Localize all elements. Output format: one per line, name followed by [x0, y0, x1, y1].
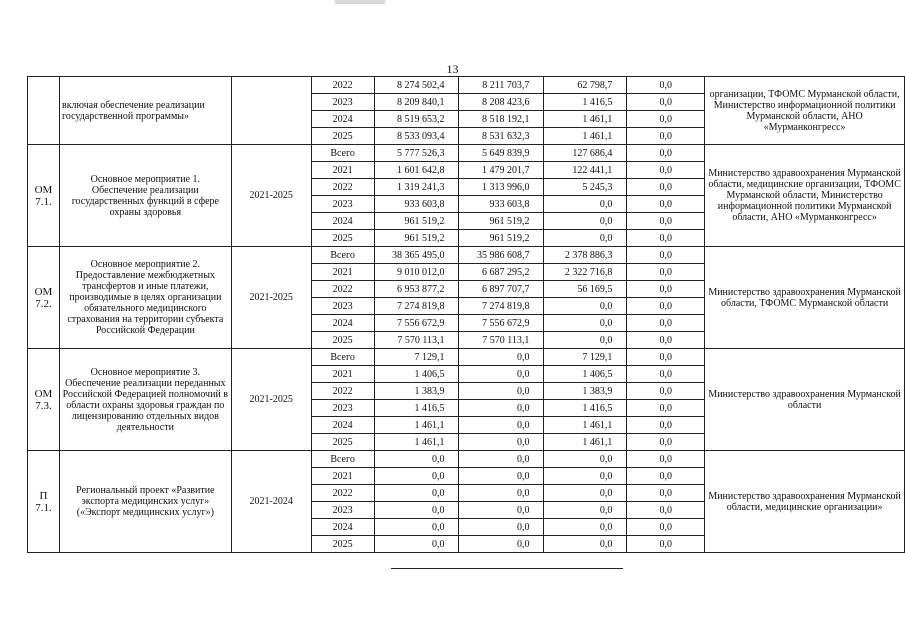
funding-cell: 0,0	[459, 383, 544, 400]
year-cell: Всего	[311, 451, 374, 468]
year-cell: 2022	[311, 383, 374, 400]
funding-cell: 0,0	[544, 315, 627, 332]
funding-cell: 8 208 423,6	[459, 94, 544, 111]
code-cell: П 7.1.	[28, 451, 60, 553]
funding-cell: 6 897 707,7	[459, 281, 544, 298]
total-cell: 5 777 526,3	[374, 145, 459, 162]
funding-cell: 0,0	[627, 111, 705, 128]
year-cell: 2025	[311, 536, 374, 553]
description-cell: Основное мероприятие 2. Предоставление межбюджетных трансфертов и иные платежи, производимые в целях организации обязательного медицинского страхования на территории субъекта Российской Федерации	[59, 247, 231, 349]
total-cell: 6 953 877,2	[374, 281, 459, 298]
total-cell: 961 519,2	[374, 213, 459, 230]
funding-cell: 8 518 192,1	[459, 111, 544, 128]
end-of-document-rule	[391, 568, 623, 569]
year-cell: 2021	[311, 264, 374, 281]
total-cell: 7 556 672,9	[374, 315, 459, 332]
funding-cell: 0,0	[544, 298, 627, 315]
executors-cell: Министерство здравоохранения Мурманской области, ТФОМС Мурманской области	[705, 247, 905, 349]
year-cell: 2025	[311, 230, 374, 247]
code-cell: ОМ 7.1.	[28, 145, 60, 247]
year-cell: 2024	[311, 315, 374, 332]
year-cell: 2023	[311, 196, 374, 213]
funding-cell: 7 570 113,1	[459, 332, 544, 349]
total-cell: 961 519,2	[374, 230, 459, 247]
year-cell: 2021	[311, 366, 374, 383]
total-cell: 0,0	[374, 502, 459, 519]
funding-cell: 0,0	[459, 366, 544, 383]
total-cell: 9 010 012,0	[374, 264, 459, 281]
funding-cell: 0,0	[627, 196, 705, 213]
executors-cell: Министерство здравоохранения Мурманской области, медицинские организации»	[705, 451, 905, 553]
funding-cell: 5 649 839,9	[459, 145, 544, 162]
funding-cell: 1 461,1	[544, 434, 627, 451]
table-body	[28, 77, 905, 553]
funding-cell: 0,0	[627, 383, 705, 400]
funding-cell: 127 686,4	[544, 145, 627, 162]
year-cell: 2021	[311, 162, 374, 179]
year-cell: 2021	[311, 468, 374, 485]
funding-cell: 0,0	[544, 485, 627, 502]
total-cell: 8 274 502,4	[374, 77, 459, 94]
funding-cell: 0,0	[627, 230, 705, 247]
funding-cell: 5 245,3	[544, 179, 627, 196]
description-cell: Основное мероприятие 3. Обеспечение реализации переданных Российской Федерацией полномочий в области охраны здоровья граждан по лицензированию отдельных видов деятельности	[59, 349, 231, 451]
funding-cell: 0,0	[627, 400, 705, 417]
funding-cell: 35 986 608,7	[459, 247, 544, 264]
funding-cell: 0,0	[544, 196, 627, 213]
total-cell: 8 519 653,2	[374, 111, 459, 128]
funding-cell: 1 461,1	[544, 111, 627, 128]
year-cell: 2024	[311, 111, 374, 128]
funding-cell: 7 129,1	[544, 349, 627, 366]
year-cell: 2022	[311, 485, 374, 502]
executors-cell: Министерство здравоохранения Мурманской области, медицинские организации, ТФОМС Мурманской области, Министерство информационной политики Мурманской области, АНО «Мурманконгресс»	[705, 145, 905, 247]
funding-cell: 0,0	[544, 332, 627, 349]
total-cell: 1 461,1	[374, 417, 459, 434]
total-cell: 1 406,5	[374, 366, 459, 383]
funding-cell: 0,0	[627, 247, 705, 264]
total-cell: 7 274 819,8	[374, 298, 459, 315]
funding-cell: 961 519,2	[459, 230, 544, 247]
funding-cell: 0,0	[627, 281, 705, 298]
funding-cell: 0,0	[627, 77, 705, 94]
funding-cell: 8 211 703,7	[459, 77, 544, 94]
year-cell: 2025	[311, 332, 374, 349]
total-cell: 1 461,1	[374, 434, 459, 451]
code-cell: ОМ 7.3.	[28, 349, 60, 451]
year-cell: Всего	[311, 145, 374, 162]
funding-cell: 0,0	[459, 451, 544, 468]
total-cell: 933 603,8	[374, 196, 459, 213]
total-cell: 38 365 495,0	[374, 247, 459, 264]
funding-cell: 0,0	[627, 349, 705, 366]
table-row	[28, 145, 905, 162]
funding-cell: 1 461,1	[544, 417, 627, 434]
funding-cell: 1 416,5	[544, 400, 627, 417]
funding-cell: 56 169,5	[544, 281, 627, 298]
page-number: 13	[446, 62, 459, 76]
funding-cell: 1 461,1	[544, 128, 627, 145]
funding-cell: 0,0	[627, 94, 705, 111]
year-cell: 2023	[311, 94, 374, 111]
funding-cell: 1 479 201,7	[459, 162, 544, 179]
funding-cell: 62 798,7	[544, 77, 627, 94]
total-cell: 0,0	[374, 536, 459, 553]
year-cell: 2022	[311, 77, 374, 94]
funding-cell: 7 274 819,8	[459, 298, 544, 315]
funding-cell: 0,0	[627, 162, 705, 179]
executors-cell: Министерство здравоохранения Мурманской области	[705, 349, 905, 451]
funding-cell: 1 313 996,0	[459, 179, 544, 196]
funding-cell: 0,0	[627, 366, 705, 383]
funding-cell: 0,0	[544, 230, 627, 247]
funding-cell: 0,0	[627, 451, 705, 468]
scan-artifact	[335, 0, 385, 4]
funding-cell: 0,0	[459, 400, 544, 417]
total-cell: 0,0	[374, 519, 459, 536]
table-row	[28, 349, 905, 366]
code-cell: ОМ 7.2.	[28, 247, 60, 349]
table-row	[28, 77, 905, 94]
funding-cell: 6 687 295,2	[459, 264, 544, 281]
funding-cell: 0,0	[627, 502, 705, 519]
executors-cell: организации, ТФОМС Мурманской области, Министерство информационной политики Мурманской области, АНО «Мурманконгресс»	[705, 77, 905, 145]
total-cell: 1 383,9	[374, 383, 459, 400]
table-row	[28, 247, 905, 264]
total-cell: 8 209 840,1	[374, 94, 459, 111]
total-cell: 0,0	[374, 468, 459, 485]
funding-cell: 0,0	[627, 213, 705, 230]
year-cell: 2022	[311, 281, 374, 298]
period-cell: 2021-2025	[231, 145, 311, 247]
funding-cell: 0,0	[627, 315, 705, 332]
funding-cell: 7 556 672,9	[459, 315, 544, 332]
funding-cell: 1 406,5	[544, 366, 627, 383]
funding-cell: 0,0	[627, 536, 705, 553]
period-cell	[231, 77, 311, 145]
description-cell: включая обеспечение реализации государственной программы»	[59, 77, 231, 145]
funding-cell: 8 531 632,3	[459, 128, 544, 145]
total-cell: 1 416,5	[374, 400, 459, 417]
funding-cell: 0,0	[544, 468, 627, 485]
funding-cell: 0,0	[544, 536, 627, 553]
period-cell: 2021-2025	[231, 247, 311, 349]
funding-cell: 0,0	[627, 468, 705, 485]
funding-cell: 0,0	[544, 451, 627, 468]
year-cell: 2025	[311, 128, 374, 145]
funding-cell: 0,0	[627, 145, 705, 162]
funding-cell: 0,0	[544, 213, 627, 230]
funding-cell: 0,0	[544, 502, 627, 519]
funding-cell: 1 416,5	[544, 94, 627, 111]
total-cell: 7 129,1	[374, 349, 459, 366]
year-cell: Всего	[311, 247, 374, 264]
year-cell: 2024	[311, 213, 374, 230]
year-cell: 2023	[311, 400, 374, 417]
funding-cell: 0,0	[459, 502, 544, 519]
funding-cell: 0,0	[459, 485, 544, 502]
year-cell: 2023	[311, 298, 374, 315]
year-cell: 2025	[311, 434, 374, 451]
funding-cell: 0,0	[627, 519, 705, 536]
year-cell: 2024	[311, 417, 374, 434]
table-row	[28, 451, 905, 468]
funding-cell: 2 378 886,3	[544, 247, 627, 264]
code-cell	[28, 77, 60, 145]
funding-cell: 961 519,2	[459, 213, 544, 230]
funding-cell: 2 322 716,8	[544, 264, 627, 281]
funding-cell: 0,0	[627, 264, 705, 281]
year-cell: 2024	[311, 519, 374, 536]
funding-cell: 0,0	[459, 536, 544, 553]
funding-cell: 0,0	[459, 417, 544, 434]
program-funding-table	[27, 76, 905, 553]
funding-cell: 0,0	[627, 434, 705, 451]
year-cell: 2023	[311, 502, 374, 519]
funding-cell: 122 441,1	[544, 162, 627, 179]
funding-cell: 0,0	[627, 298, 705, 315]
funding-cell: 0,0	[627, 485, 705, 502]
funding-cell: 0,0	[627, 332, 705, 349]
period-cell: 2021-2025	[231, 349, 311, 451]
total-cell: 0,0	[374, 451, 459, 468]
description-cell: Региональный проект «Развитие экспорта медицинских услуг» («Экспорт медицинских услуг»)	[59, 451, 231, 553]
funding-cell: 0,0	[544, 519, 627, 536]
period-cell: 2021-2024	[231, 451, 311, 553]
funding-cell: 0,0	[627, 179, 705, 196]
funding-cell: 0,0	[459, 434, 544, 451]
total-cell: 0,0	[374, 485, 459, 502]
funding-cell: 0,0	[459, 349, 544, 366]
year-cell: 2022	[311, 179, 374, 196]
funding-cell: 0,0	[459, 468, 544, 485]
total-cell: 1 601 642,8	[374, 162, 459, 179]
funding-cell: 1 383,9	[544, 383, 627, 400]
funding-cell: 0,0	[627, 417, 705, 434]
total-cell: 1 319 241,3	[374, 179, 459, 196]
total-cell: 7 570 113,1	[374, 332, 459, 349]
year-cell: Всего	[311, 349, 374, 366]
description-cell: Основное мероприятие 1. Обеспечение реализации государственных функций в сфере охраны здоровья	[59, 145, 231, 247]
funding-cell: 0,0	[627, 128, 705, 145]
funding-cell: 0,0	[459, 519, 544, 536]
funding-cell: 933 603,8	[459, 196, 544, 213]
total-cell: 8 533 093,4	[374, 128, 459, 145]
